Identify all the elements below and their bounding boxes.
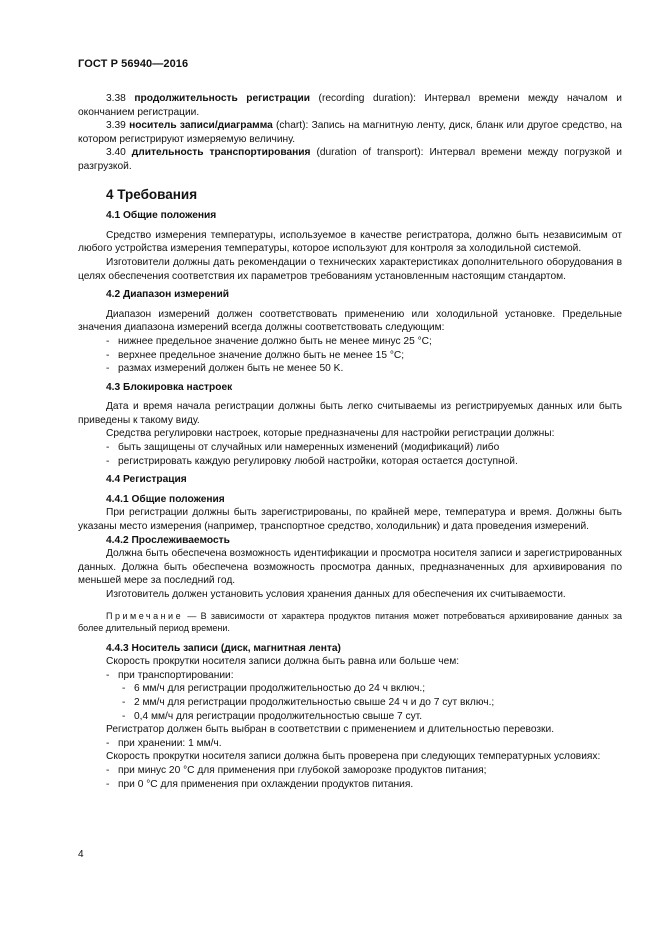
def-term: носитель записи/диаграмма	[129, 120, 273, 132]
paragraph: Изготовитель должен установить условия хранения данных для обеспечения их считываемости.	[106, 589, 566, 600]
definition-3-40	[78, 146, 622, 173]
list-item-text: при 0 °C для применения при охлаждении продуктов питания.	[118, 778, 414, 790]
list-item: - нижнее предельное значение должно быть не менее минус 25 °C;	[106, 335, 432, 347]
paragraph: Скорость прокрутки носителя записи должна быть проверена при следующих температурных условиях:	[106, 751, 601, 763]
note	[78, 610, 622, 634]
list-item-text: 2 мм/ч для регистрации продолжительностью свыше 24 ч и до 7 сут включ.;	[134, 696, 495, 708]
section-4-4-2-title: 4.4.2 Прослеживаемость	[106, 534, 230, 546]
section-4-3-title: 4.3 Блокировка настроек	[106, 381, 233, 393]
paragraph: Дата и время начала регистрации должны быть легко считываемы из регистрируемых данных или быть приведены к такому виду.	[78, 401, 622, 426]
list-item: - регистрировать каждую регулировку любой настройки, которая остается доступной.	[106, 455, 518, 467]
def-number: 3.38	[106, 93, 126, 104]
paragraph: Должна быть обеспечена возможность идентификации и просмотра носителя записи и зарегистрированных данных. Должна быть обеспечена возможность просмотра данных, предназначенных для архивирования по меньшей мере за последний год.	[78, 548, 622, 587]
list-item-text: при хранении: 1 мм/ч.	[118, 737, 222, 749]
definition-3-39	[78, 119, 622, 146]
list-item-text: при транспортировании:	[118, 669, 234, 681]
sub-list-item: - 0,4 мм/ч для регистрации продолжительностью свыше 7 сут.	[122, 710, 423, 722]
section-4-4-1-title: 4.4.1 Общие положения	[106, 493, 225, 505]
list-item-text: 6 мм/ч для регистрации продолжительностью до 24 ч включ.;	[134, 683, 426, 695]
list-item-text: размах измерений должен быть не менее 50 K.	[118, 363, 344, 375]
section-4-2-title: 4.2 Диапазон измерений	[106, 289, 229, 301]
def-english: (chart):	[272, 120, 309, 132]
paragraph: Средство измерения температуры, используемое в качестве регистратора, должно быть независимым от любого устройства измерения температуры, которое используют для контроля за холодильной системой.	[78, 229, 622, 255]
def-english: (duration of transport):	[310, 147, 424, 159]
paragraph: Изготовители должны дать рекомендации о технических характеристиках дополнительного оборудования в целях обеспечения соответствия их параметров требованиям установленным настоящим стандартом.	[78, 256, 622, 282]
section-4-1-title: 4.1 Общие положения	[106, 210, 217, 222]
def-text: Интервал времени между погрузкой и разгрузкой.	[78, 147, 622, 172]
def-english: (recording duration):	[310, 93, 416, 104]
def-number: 3.40	[106, 147, 126, 159]
sub-list-item: - 6 мм/ч для регистрации продолжительностью до 24 ч включ.;	[122, 683, 426, 695]
list-item: - при 0 °C для применения при охлаждении продуктов питания.	[106, 778, 414, 790]
list-item: - при хранении: 1 мм/ч.	[106, 737, 222, 749]
def-term: продолжительность регистрации	[134, 93, 311, 104]
section-4-4-3-title: 4.4.3 Носитель записи (диск, магнитная лента)	[106, 642, 341, 654]
list-item-text: быть защищены от случайных или намеренных изменений (модификаций) либо	[118, 442, 500, 454]
def-number: 3.39	[106, 120, 126, 132]
standard-header: ГОСТ Р 56940—2016	[78, 58, 189, 70]
list-item: - при минус 20 °C для применения при глубокой заморозке продуктов питания;	[106, 764, 487, 776]
paragraph: При регистрации должны быть зарегистрированы, по крайней мере, температура и время. Должны быть указаны место измерения (например, транспортное средство, холодильник) и дата проведения измерений.	[78, 507, 622, 533]
list-item-text: нижнее предельное значение должно быть не менее минус 25 °C;	[118, 335, 432, 347]
note-label: Примечание	[106, 610, 184, 621]
list-item-text: верхнее предельное значение должно быть не менее 15 °C;	[118, 349, 405, 361]
page-number: 4	[78, 849, 84, 860]
paragraph: Средства регулировки настроек, которые предназначены для настройки регистрации должны:	[106, 428, 555, 440]
def-text: Интервал времени между началом и окончанием регистрации.	[78, 93, 622, 118]
paragraph: Диапазон измерений должен соответствовать применению или холодильной установке. Предельные значения диапазона измерений всегда должны соответствовать следующим:	[78, 308, 622, 334]
list-item: - быть защищены от случайных или намеренных изменений (модификаций) либо	[106, 442, 500, 454]
list-item-text: 0,4 мм/ч для регистрации продолжительностью свыше 7 сут.	[134, 710, 423, 722]
section-4-4-title: 4.4 Регистрация	[106, 474, 187, 486]
def-term: длительность транспортирования	[131, 147, 311, 159]
page-content	[78, 92, 622, 791]
list-item: - размах измерений должен быть не менее 50 K.	[106, 363, 344, 375]
sub-list-item: - 2 мм/ч для регистрации продолжительностью свыше 24 ч и до 7 сут включ.;	[122, 696, 495, 708]
paragraph: Скорость прокрутки носителя записи должна быть равна или больше чем:	[106, 656, 460, 668]
definition-3-38	[78, 92, 622, 119]
def-text: Запись на магнитную ленту, диск, бланк или другое средство, на котором регистрируют измеряемую величину.	[78, 120, 622, 145]
list-item-text: при минус 20 °C для применения при глубокой заморозке продуктов питания;	[118, 764, 487, 776]
list-item: - при транспортировании:	[106, 669, 234, 681]
paragraph: Регистратор должен быть выбран в соответствии с применением и длительностью перевозки.	[106, 724, 555, 736]
note-text: — В зависимости от характера продуктов питания может потребоваться архивирование данных за более длительный период времени.	[78, 610, 622, 633]
list-item-text: регистрировать каждую регулировку любой настройки, которая остается доступной.	[118, 455, 518, 467]
section-4-title: 4 Требования	[106, 186, 198, 202]
list-item: - верхнее предельное значение должно быть не менее 15 °C;	[106, 349, 405, 361]
